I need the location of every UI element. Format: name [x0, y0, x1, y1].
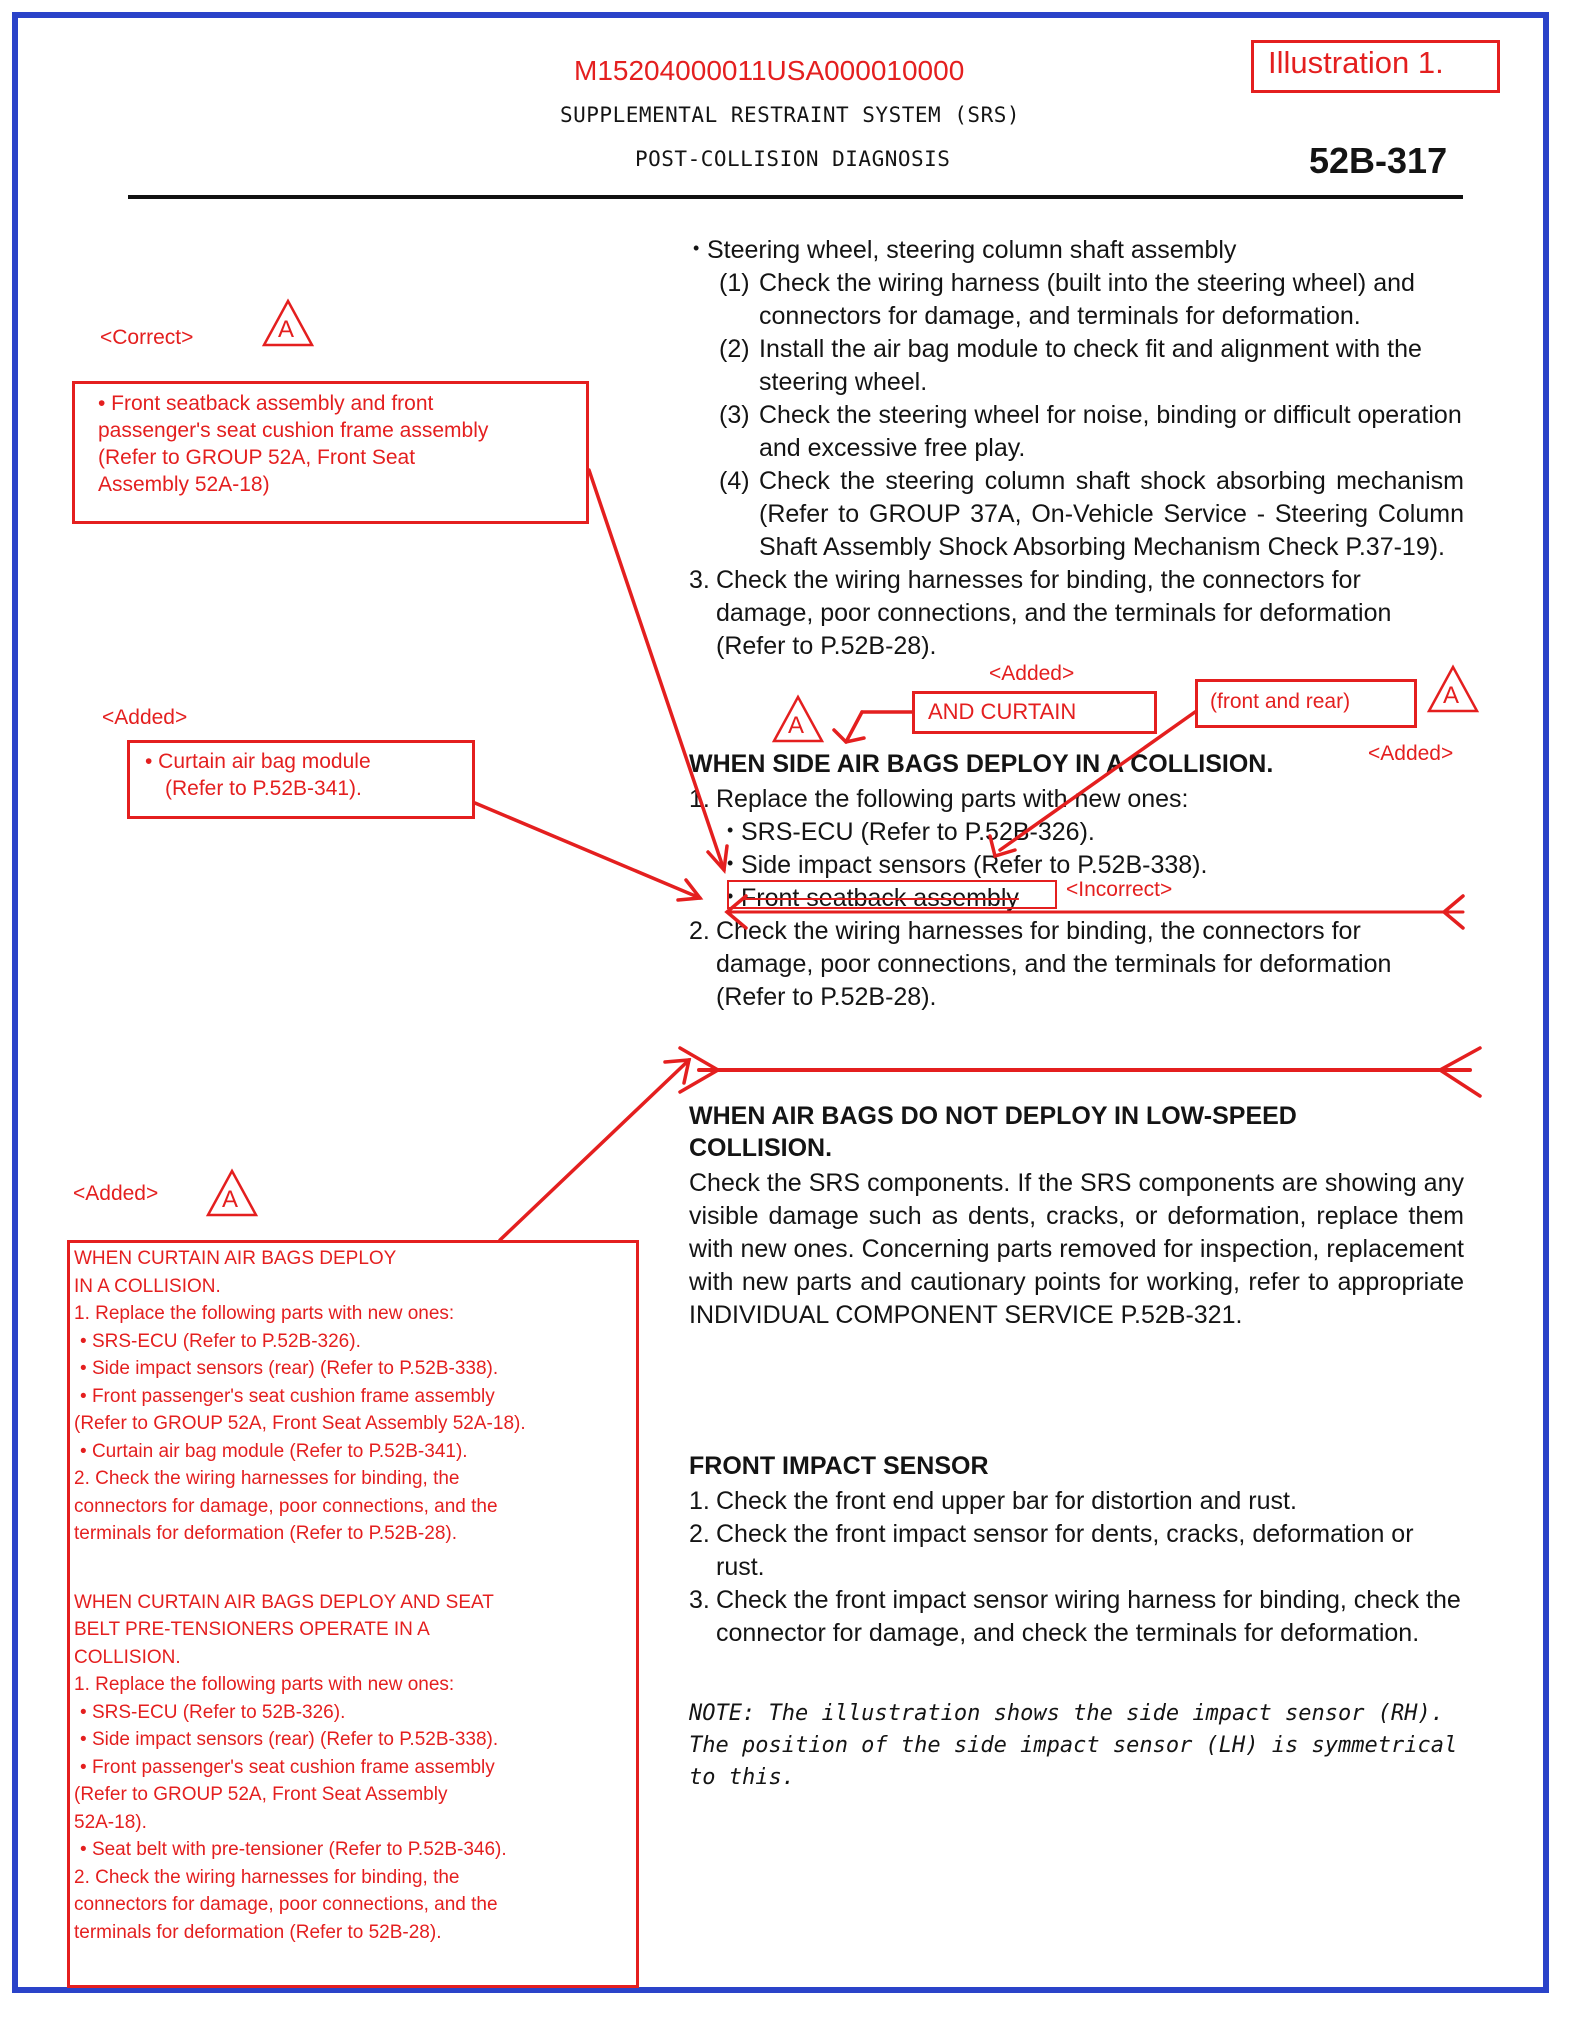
item-number: (4): [719, 467, 750, 495]
text-line: Assembly 52A-18): [98, 473, 270, 496]
list-item: • Front passenger's seat cushion frame assembly: [74, 1383, 634, 1411]
item-text: Check the wiring harnesses for binding, the connectors for damage, poor connections, and the terminals for deformation (Refer to P.52B-28).: [716, 566, 1392, 660]
text-line: 52A-18).: [74, 1811, 147, 1833]
side-airbags-heading: WHEN SIDE AIR BAGS DEPLOY IN A COLLISION.: [689, 750, 1274, 778]
note-line: NOTE: The illustration shows the side impact sensor (RH).: [689, 1701, 1444, 1726]
added-label-2: <Added>: [989, 662, 1075, 685]
item-number: 3.: [689, 1586, 710, 1614]
item-number: (2): [719, 335, 750, 363]
item-number: 3.: [689, 566, 710, 594]
list-item: [719, 399, 1464, 465]
item-text: Check the steering wheel for noise, binding or difficult operation and excessive free play.: [759, 401, 1462, 462]
side-step-2: [689, 915, 1464, 1014]
item-number: (3): [719, 401, 750, 429]
item-text: Check the front impact sensor wiring harness for binding, check the connector for damage, and check the terminals for deformation.: [716, 1586, 1461, 1647]
text-line: BELT PRE-TENSIONERS OPERATE IN A: [74, 1619, 430, 1640]
list-item: • Side impact sensors (rear) (Refer to P.52B-338).: [74, 1355, 634, 1383]
item-text: Check the front impact sensor for dents, cracks, deformation or rust.: [716, 1520, 1414, 1581]
lowspeed-text: Check the SRS components. If the SRS components are showing any visible damage such as dents, cracks, or deformation, replace them with new ones. Concerning parts removed for inspection, replacement with new parts and cautionary points for working, refer to appropriate INDIVIDUAL COMPONENT SERVICE P.52B-321.: [689, 1169, 1464, 1329]
list-item: [689, 1485, 1464, 1518]
item-text: Check the steering column shaft shock absorbing mechanism (Refer to GROUP 37A, On-Vehicle Service - Steering Column Shaft Assembly Shock Absorbing Mechanism Check P.37-19).: [759, 467, 1464, 561]
list-item: • Side impact sensors (Refer to P.52B-338).: [727, 849, 1464, 882]
document-code: M1520400001​1USA000010000: [574, 55, 965, 86]
page-number: 52B-317: [1309, 140, 1448, 181]
revision-triangle-icon: [771, 694, 825, 744]
text-line: • Curtain air bag module: [145, 750, 371, 773]
list-item: • Seat belt with pre-tensioner (Refer to P.52B-346).: [74, 1836, 634, 1864]
revision-triangle-icon: [205, 1168, 259, 1218]
item-number: (1): [719, 269, 750, 297]
item-number: 2.: [689, 1520, 710, 1548]
steering-bullet: • Steering wheel, steering column shaft assembly: [693, 234, 1464, 267]
added-label-4: <Added>: [73, 1182, 159, 1205]
list-item: • Front passenger's seat cushion frame assembly: [74, 1754, 634, 1782]
list-item: • Side impact sensors (rear) (Refer to P.52B-338).: [74, 1726, 634, 1754]
item-text: Check the wiring harness (built into the steering wheel) and connectors for damage, and terminals for deformation.: [759, 269, 1415, 330]
list-item: • SRS-ECU (Refer to 52B-326).: [74, 1699, 634, 1727]
text-line: 2. Check the wiring harnesses for binding, the: [74, 1866, 460, 1888]
list-item-struck: • Front seatback assembly: [727, 882, 1464, 915]
list-item: • SRS-ECU (Refer to P.52B-326).: [727, 816, 1464, 849]
lowspeed-heading-line: WHEN AIR BAGS DO NOT DEPLOY IN LOW-SPEED: [689, 1102, 1297, 1130]
subsection-title: POST-COLLISION DIAGNOSIS: [635, 147, 951, 171]
and-curtain-text: AND CURTAIN: [928, 699, 1077, 724]
triangle-letter: A: [1443, 682, 1460, 709]
note: [689, 1698, 1457, 1794]
text-line: connectors for damage, poor connections, and the: [74, 1894, 498, 1915]
added-label-1: <Added>: [102, 706, 188, 729]
text-line: connectors for damage, poor connections, and the: [74, 1495, 498, 1517]
list-item: • SRS-ECU (Refer to P.52B-326).: [74, 1328, 634, 1356]
note-line: to this.: [689, 1765, 795, 1790]
item-text: Check the wiring harnesses for binding, the connectors for damage, poor connections, and the terminals for deformation (Refer to P.52B-28).: [716, 917, 1392, 1011]
front-impact-heading: FRONT IMPACT SENSOR: [689, 1452, 989, 1480]
added-label-3: <Added>: [1368, 742, 1454, 765]
text-line: WHEN CURTAIN AIR BAGS DEPLOY AND SEAT: [74, 1591, 494, 1613]
added-block-text: [74, 1245, 634, 1946]
revision-triangle-icon: [261, 298, 315, 348]
list-item: [719, 267, 1464, 333]
incorrect-box: [727, 880, 1057, 909]
text-line: (Refer to P.52B-341).: [165, 777, 362, 800]
lowspeed-heading-line: COLLISION.: [689, 1134, 833, 1162]
header-rule: [128, 195, 1463, 199]
correct-box-text: [98, 390, 488, 498]
text-line: 2. Check the wiring harnesses for binding, the: [74, 1468, 460, 1489]
text-line: IN A COLLISION.: [74, 1275, 221, 1297]
triangle-letter: A: [278, 316, 295, 343]
side-step-1: [689, 783, 1464, 816]
text-line: COLLISION.: [74, 1646, 181, 1668]
text-line: terminals for deformation (Refer to 52B-28).: [74, 1921, 442, 1943]
front-impact-list: [689, 1485, 1464, 1650]
text-line: • Front seatback assembly and front: [98, 392, 434, 415]
revision-triangle-icon: [1426, 664, 1480, 714]
list-item: [689, 1518, 1464, 1584]
text-line: passenger's seat cushion frame assembly: [98, 419, 489, 442]
text-line: (Refer to GROUP 52A, Front Seat Assembly 52A-18).: [74, 1413, 526, 1434]
curtain-box-text: [145, 748, 371, 802]
list-item: [689, 1584, 1464, 1650]
item-text: Install the air bag module to check fit and alignment with the steering wheel.: [759, 335, 1422, 396]
note-line: The position of the side impact sensor (LH) is symmetrical: [689, 1733, 1458, 1758]
correct-label: <Correct>: [100, 326, 194, 349]
item-text: Check the front end upper bar for distortion and rust.: [716, 1487, 1297, 1515]
item-number: 1.: [689, 785, 710, 813]
list-item: [719, 465, 1464, 564]
text-line: 1. Replace the following parts with new ones:: [74, 1303, 455, 1324]
text-line: 1. Replace the following parts with new ones:: [74, 1674, 455, 1695]
triangle-letter: A: [788, 712, 805, 739]
item-number: 1.: [689, 1487, 710, 1515]
lowspeed-heading: [689, 1100, 1297, 1164]
front-rear-text: (front and rear): [1210, 690, 1351, 713]
item-number: 2.: [689, 917, 710, 945]
triangle-letter: A: [222, 1186, 239, 1213]
text-line: (Refer to GROUP 52A, Front Seat Assembly: [74, 1784, 448, 1805]
incorrect-label: <Incorrect>: [1066, 878, 1173, 901]
main-column-top: [689, 234, 1464, 663]
text-line: WHEN CURTAIN AIR BAGS DEPLOY: [74, 1248, 397, 1269]
text-line: terminals for deformation (Refer to P.52B-28).: [74, 1523, 457, 1544]
spacer: [74, 1548, 634, 1589]
list-item: [719, 333, 1464, 399]
list-item: • Curtain air bag module (Refer to P.52B-341).: [74, 1438, 634, 1466]
step-3: [689, 564, 1464, 663]
text-line: (Refer to GROUP 52A, Front Seat: [98, 446, 416, 469]
item-text: Replace the following parts with new ones:: [716, 785, 1189, 813]
section-title: SUPPLEMENTAL RESTRAINT SYSTEM (SRS): [560, 103, 1021, 127]
steering-items: [719, 267, 1464, 564]
illustration-label: Illustration 1.: [1268, 45, 1444, 80]
